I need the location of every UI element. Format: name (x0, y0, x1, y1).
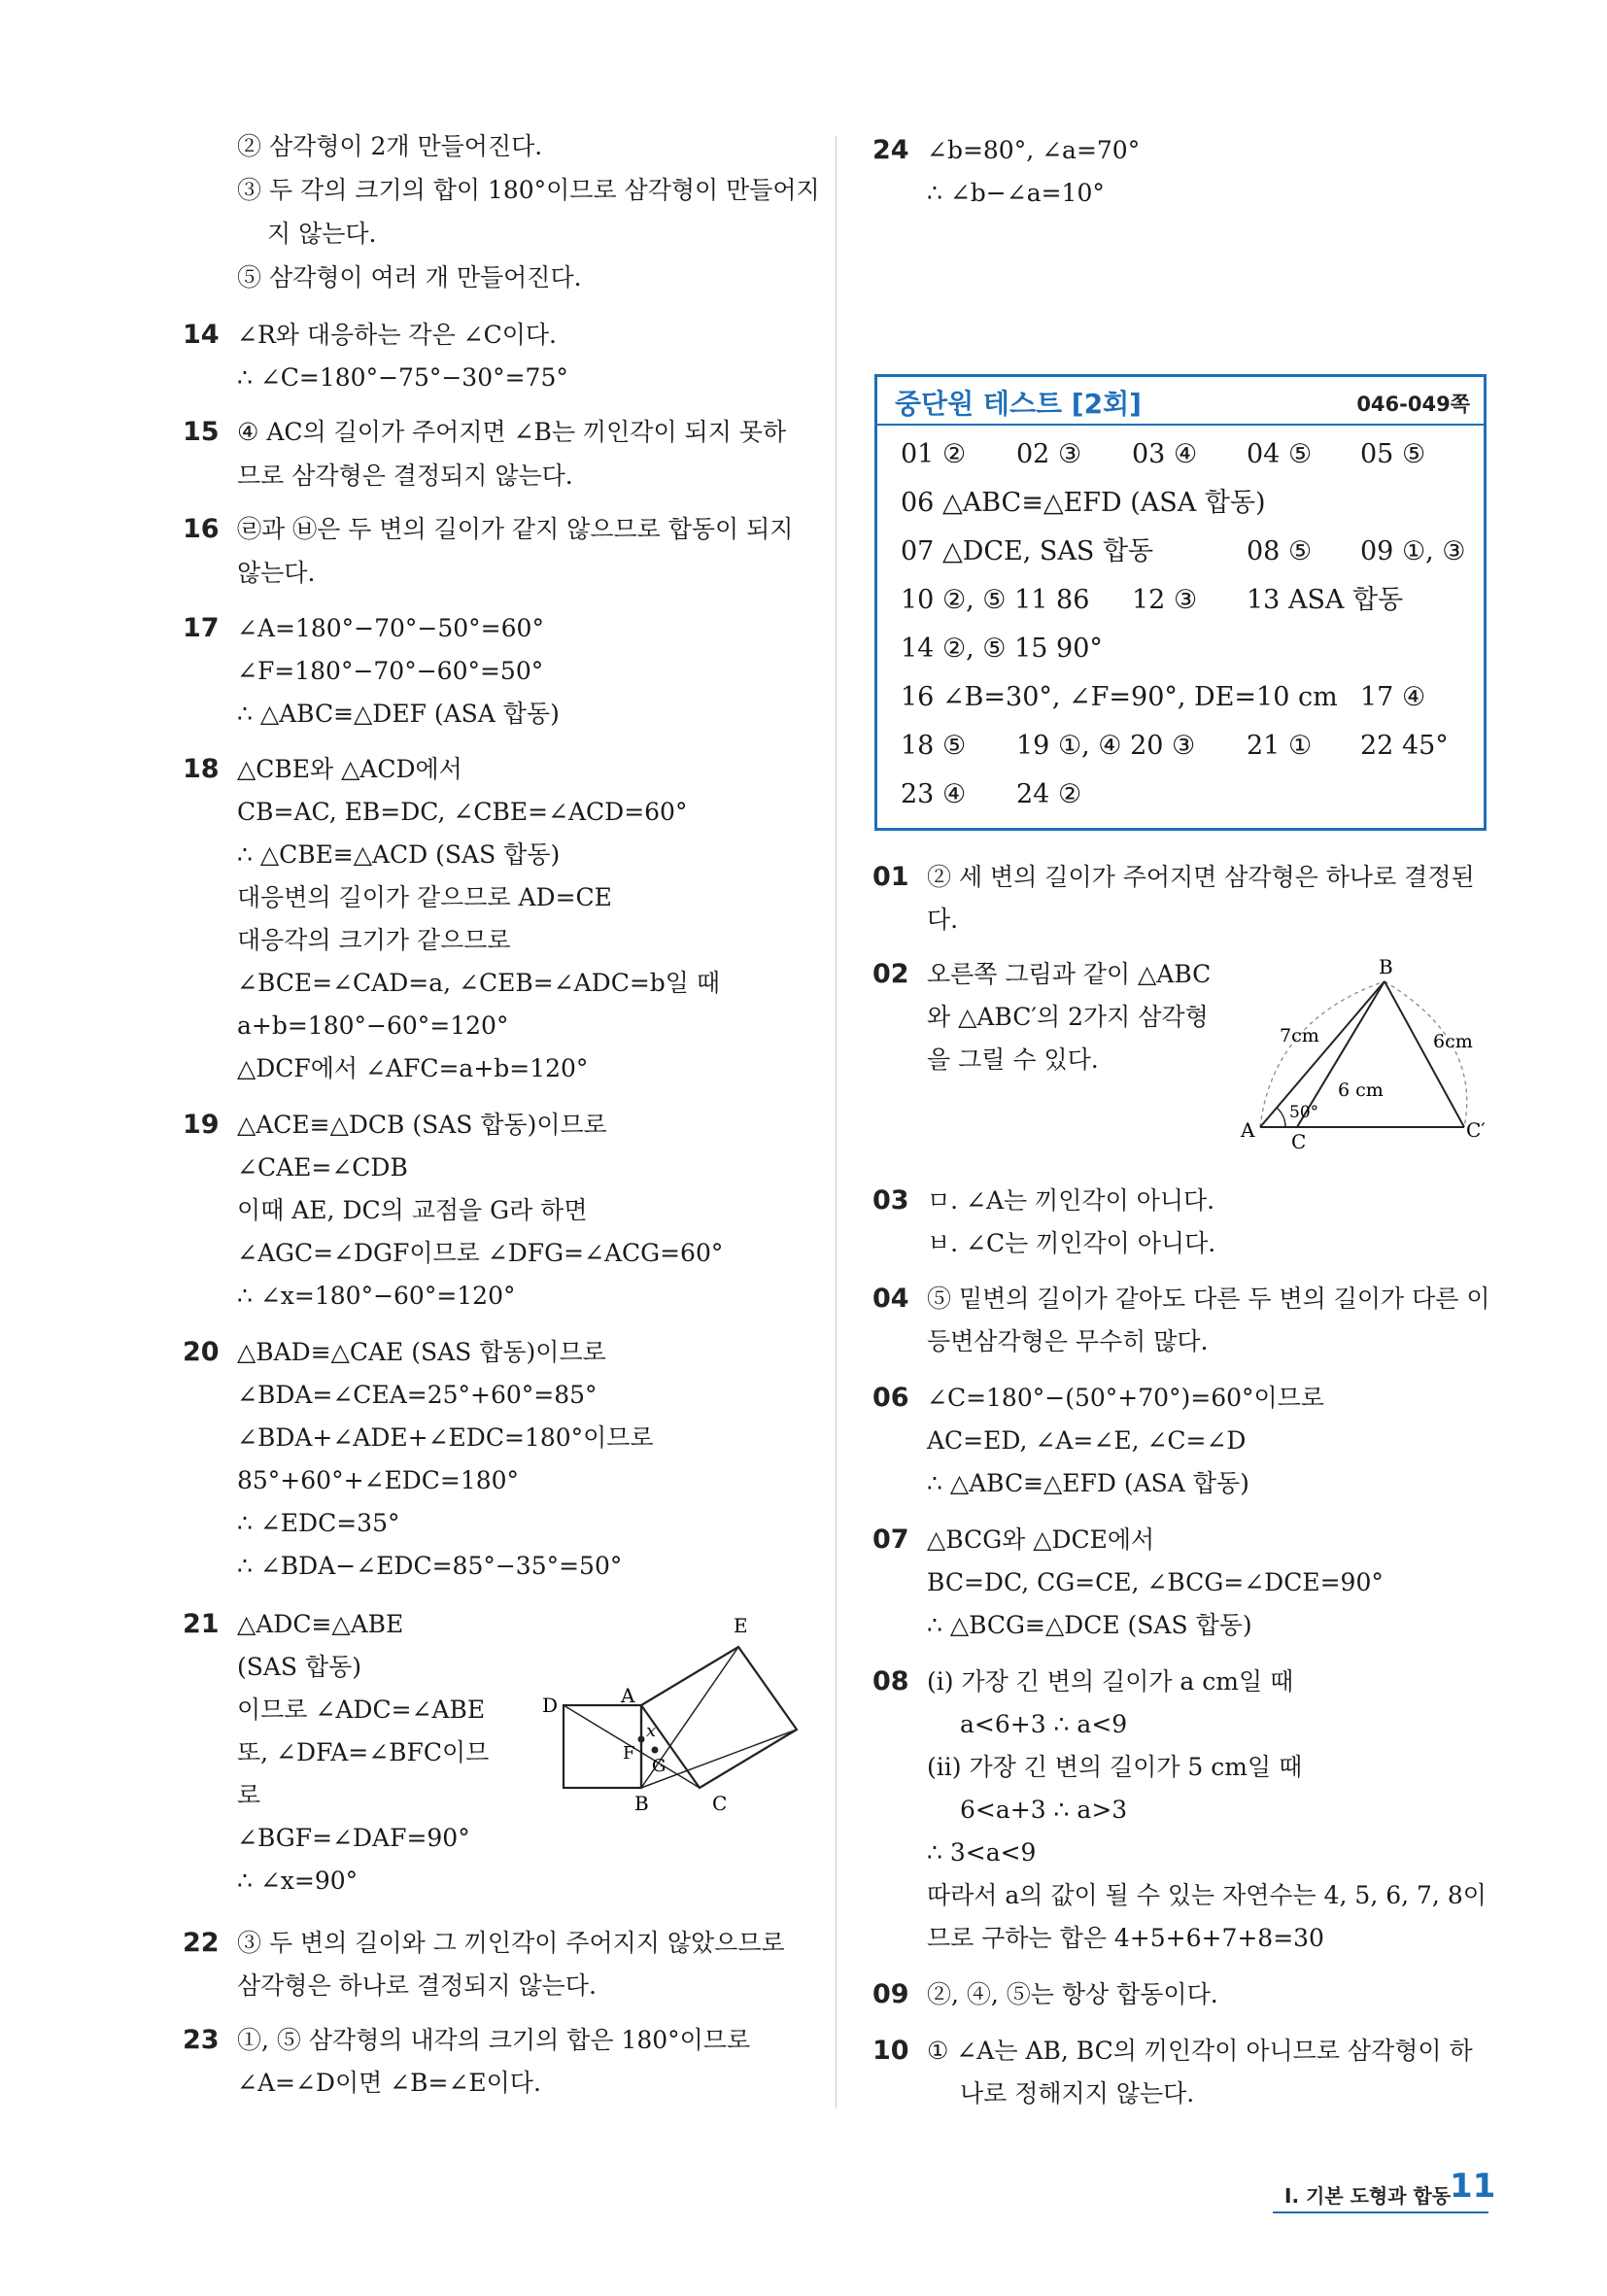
solution-line: ② 세 변의 길이가 주어지면 삼각형은 하나로 결정된 (927, 863, 1475, 891)
solution-line: ∴ ∠x=180°−60°=120° (237, 1282, 516, 1310)
answer: 02 ③ (1016, 439, 1082, 469)
solution-line: ∴ ∠BDA−∠EDC=85°−35°=50° (237, 1552, 623, 1580)
solution-line: △ADC≡△ABE (237, 1610, 404, 1638)
solution-line: ②, ④, ⑤는 항상 합동이다. (927, 1980, 1218, 2008)
label-E: E (734, 1614, 748, 1637)
label-D: D (542, 1694, 559, 1717)
solution-line: ∠BGF=∠DAF=90° (237, 1824, 470, 1852)
answer: 05 ⑤ (1360, 439, 1426, 469)
unit-test-title: 중단원 테스트 [2회] (895, 388, 1142, 420)
solution-line: ∠BDA+∠ADE+∠EDC=180°이므로 (237, 1423, 654, 1452)
item-number: 17 (183, 613, 220, 643)
answer: 03 ④ (1132, 439, 1198, 469)
label-F: F (623, 1743, 635, 1764)
item-number: 06 (872, 1383, 909, 1413)
column-divider (836, 136, 837, 2108)
label-A: A (1241, 1118, 1255, 1142)
solution-line: a+b=180°−60°=120° (237, 1011, 509, 1040)
solution-line: △BAD≡△CAE (SAS 합동)이므로 (237, 1338, 606, 1366)
label-6cm-inner: 6 cm (1338, 1079, 1384, 1101)
solution-line: △DCF에서 ∠AFC=a+b=120° (237, 1054, 589, 1082)
solution-line: ∴ △ABC≡△DEF (ASA 합동) (237, 700, 560, 728)
solution-line: 로 (237, 1781, 261, 1809)
solution-line: ∠F=180°−70°−60°=50° (237, 657, 544, 685)
solution-line: 므로 삼각형은 결정되지 않는다. (237, 462, 573, 490)
solution-line: 등변삼각형은 무수히 많다. (927, 1327, 1209, 1355)
solution-line: ④ AC의 길이가 주어지면 ∠B는 끼인각이 되지 못하 (237, 418, 787, 446)
solution-line: ∠BDA=∠CEA=25°+60°=85° (237, 1381, 598, 1409)
solution-line: ∴ 3<a<9 (927, 1838, 1037, 1867)
solution-line: BC=DC, CG=CE, ∠BCG=∠DCE=90° (927, 1568, 1384, 1596)
item-number: 22 (183, 1928, 220, 1958)
answer: 19 ①, ④ 20 ③ (1016, 731, 1196, 761)
answer: 18 ⑤ (901, 731, 967, 761)
solution-line: ∠CAE=∠CDB (237, 1153, 408, 1182)
answer: 01 ② (901, 439, 967, 469)
solution-line: △BCG와 △DCE에서 (927, 1525, 1155, 1554)
solution-line: ㅂ. ∠C는 끼인각이 아니다. (927, 1229, 1216, 1257)
solution-line: 다. (927, 906, 959, 934)
label-C-prime: C′ (1466, 1118, 1486, 1142)
solution-line: ∠A=∠D이면 ∠B=∠E이다. (237, 2069, 541, 2097)
solution-line: 85°+60°+∠EDC=180° (237, 1466, 520, 1494)
solution-line: ∠AGC=∠DGF이므로 ∠DFG=∠ACG=60° (237, 1239, 724, 1267)
solution-line: ∴ ∠b−∠a=10° (927, 179, 1105, 207)
solution-line: ⑤ 밑변의 길이가 같아도 다른 두 변의 길이가 다른 이 (927, 1285, 1490, 1313)
solution-line: ∠R와 대응하는 각은 ∠C이다. (237, 321, 557, 349)
label-x: x (646, 1721, 657, 1741)
label-B: B (634, 1792, 649, 1815)
solution-line: ∠b=80°, ∠a=70° (927, 136, 1141, 164)
solution-line: △CBE와 △ACD에서 (237, 755, 462, 783)
item-number: 16 (183, 514, 220, 544)
solution-line: 이므로 ∠ADC=∠ABE (237, 1696, 486, 1724)
solution-line: 오른쪽 그림과 같이 △ABC (927, 960, 1212, 988)
item-number: 14 (183, 320, 220, 350)
solution-line: 대응변의 길이가 같으므로 AD=CE (237, 883, 612, 911)
item-number: 21 (183, 1609, 220, 1639)
solution-line: AC=ED, ∠A=∠E, ∠C=∠D (927, 1426, 1247, 1455)
answer: 10 ②, ⑤ 11 86 (901, 585, 1090, 615)
answer: 24 ② (1016, 779, 1082, 809)
solution-line: 을 그릴 수 있다. (927, 1045, 1099, 1074)
label-6cm: 6cm (1433, 1031, 1473, 1052)
label-B: B (1379, 955, 1393, 978)
solution-line: 따라서 a의 값이 될 수 있는 자연수는 4, 5, 6, 7, 8이 (927, 1881, 1487, 1909)
cont-line: 지 않는다. (267, 220, 377, 248)
label-angle: 50° (1289, 1103, 1319, 1122)
page-number: 11 (1450, 2167, 1496, 2206)
label-G: G (652, 1756, 667, 1776)
item-number: 18 (183, 754, 220, 784)
solution-line: ㉣과 ㉥은 두 변의 길이가 같지 않으므로 합동이 되지 (237, 515, 794, 543)
figure-02-diagram (1239, 952, 1496, 1151)
footer-rule (1273, 2211, 1488, 2213)
solution-line: ① ∠A는 AB, BC의 끼인각이 아니므로 삼각형이 하 (927, 2037, 1473, 2065)
item-number: 15 (183, 417, 220, 447)
answer: 08 ⑤ (1247, 536, 1313, 566)
label-A: A (621, 1684, 635, 1707)
solution-line: ∴ △BCG≡△DCE (SAS 합동) (927, 1611, 1252, 1639)
solution-line: 대응각의 크기가 같으므로 (237, 926, 511, 954)
answer: 12 ③ (1132, 585, 1198, 615)
answer: 22 45° (1360, 731, 1449, 761)
solution-line: (SAS 합동) (237, 1653, 362, 1681)
solution-line: ∴ ∠EDC=35° (237, 1509, 400, 1537)
item-number: 03 (872, 1185, 909, 1216)
solution-line: ∴ △ABC≡△EFD (ASA 합동) (927, 1469, 1249, 1497)
cont-line: ② 삼각형이 2개 만들어진다. (237, 132, 543, 160)
solution-line: ∴ ∠x=90° (237, 1867, 359, 1895)
solution-line: 않는다. (237, 559, 316, 587)
solution-line: 6<a+3 ∴ a>3 (960, 1796, 1128, 1824)
answer: 17 ④ (1360, 682, 1426, 712)
solution-line: ∠BCE=∠CAD=a, ∠CEB=∠ADC=b일 때 (237, 969, 721, 997)
item-number: 08 (872, 1666, 909, 1696)
answer: 13 ASA 합동 (1247, 585, 1404, 615)
unit-test-pages: 046-049쪽 (1356, 393, 1470, 416)
solution-line: ㅁ. ∠A는 끼인각이 아니다. (927, 1186, 1215, 1215)
item-number: 07 (872, 1525, 909, 1555)
cont-line: ⑤ 삼각형이 여러 개 만들어진다. (237, 263, 582, 291)
solution-line: ∴ △CBE≡△ACD (SAS 합동) (237, 840, 561, 869)
item-number: 10 (872, 2036, 909, 2066)
solution-line: 와 △ABC′의 2가지 삼각형 (927, 1003, 1209, 1031)
solution-line: ∠C=180°−(50°+70°)=60°이므로 (927, 1384, 1324, 1412)
label-C: C (712, 1792, 728, 1815)
answer: 14 ②, ⑤ 15 90° (901, 634, 1103, 664)
label-7cm: 7cm (1280, 1025, 1319, 1046)
item-number: 20 (183, 1337, 220, 1367)
solution-line: 이때 AE, DC의 교점을 G라 하면 (237, 1196, 588, 1224)
answer: 21 ① (1247, 731, 1313, 761)
answer: 16 ∠B=30°, ∠F=90°, DE=10 cm (901, 682, 1338, 712)
answer: 09 ①, ③ (1360, 536, 1466, 566)
item-number: 02 (872, 959, 909, 989)
answer: 23 ④ (901, 779, 967, 809)
solution-line: 삼각형은 하나로 결정되지 않는다. (237, 1971, 597, 2000)
answer: 04 ⑤ (1247, 439, 1313, 469)
solution-line: ①, ⑤ 삼각형의 내각의 크기의 합은 180°이므로 (237, 2026, 751, 2054)
solution-line: 나로 정해지지 않는다. (960, 2079, 1195, 2108)
solution-line: 또, ∠DFA=∠BFC이므 (237, 1738, 490, 1766)
item-number: 24 (872, 135, 909, 165)
solution-line: CB=AC, EB=DC, ∠CBE=∠ACD=60° (237, 798, 688, 826)
item-number: 19 (183, 1110, 220, 1140)
unit-test-header (877, 377, 1484, 426)
answer: 07 △DCE, SAS 합동 (901, 536, 1154, 566)
chapter-label: Ⅰ. 기본 도형과 합동 (1284, 2184, 1452, 2208)
item-number: 04 (872, 1284, 909, 1314)
solution-line: 므로 구하는 합은 4+5+6+7+8=30 (927, 1924, 1324, 1952)
item-number: 09 (872, 1979, 909, 2009)
solution-line: (ii) 가장 긴 변의 길이가 5 cm일 때 (927, 1753, 1303, 1781)
label-C: C (1291, 1130, 1307, 1151)
solution-line: △ACE≡△DCB (SAS 합동)이므로 (237, 1111, 607, 1139)
cont-line: ③ 두 각의 크기의 합이 180°이므로 삼각형이 만들어지 (237, 176, 820, 204)
item-number: 01 (872, 862, 909, 892)
answer: 06 △ABC≡△EFD (ASA 합동) (901, 488, 1266, 518)
solution-line: (i) 가장 긴 변의 길이가 a cm일 때 (927, 1667, 1294, 1696)
unit-test-answer-box (874, 374, 1487, 831)
solution-line: ③ 두 변의 길이와 그 끼인각이 주어지지 않았으므로 (237, 1929, 785, 1957)
solution-line: ∠A=180°−70°−50°=60° (237, 614, 544, 642)
item-number: 23 (183, 2025, 220, 2055)
figure-21-diagram (539, 1608, 811, 1817)
solution-line: a<6+3 ∴ a<9 (960, 1710, 1128, 1738)
solution-line: ∴ ∠C=180°−75°−30°=75° (237, 363, 568, 392)
